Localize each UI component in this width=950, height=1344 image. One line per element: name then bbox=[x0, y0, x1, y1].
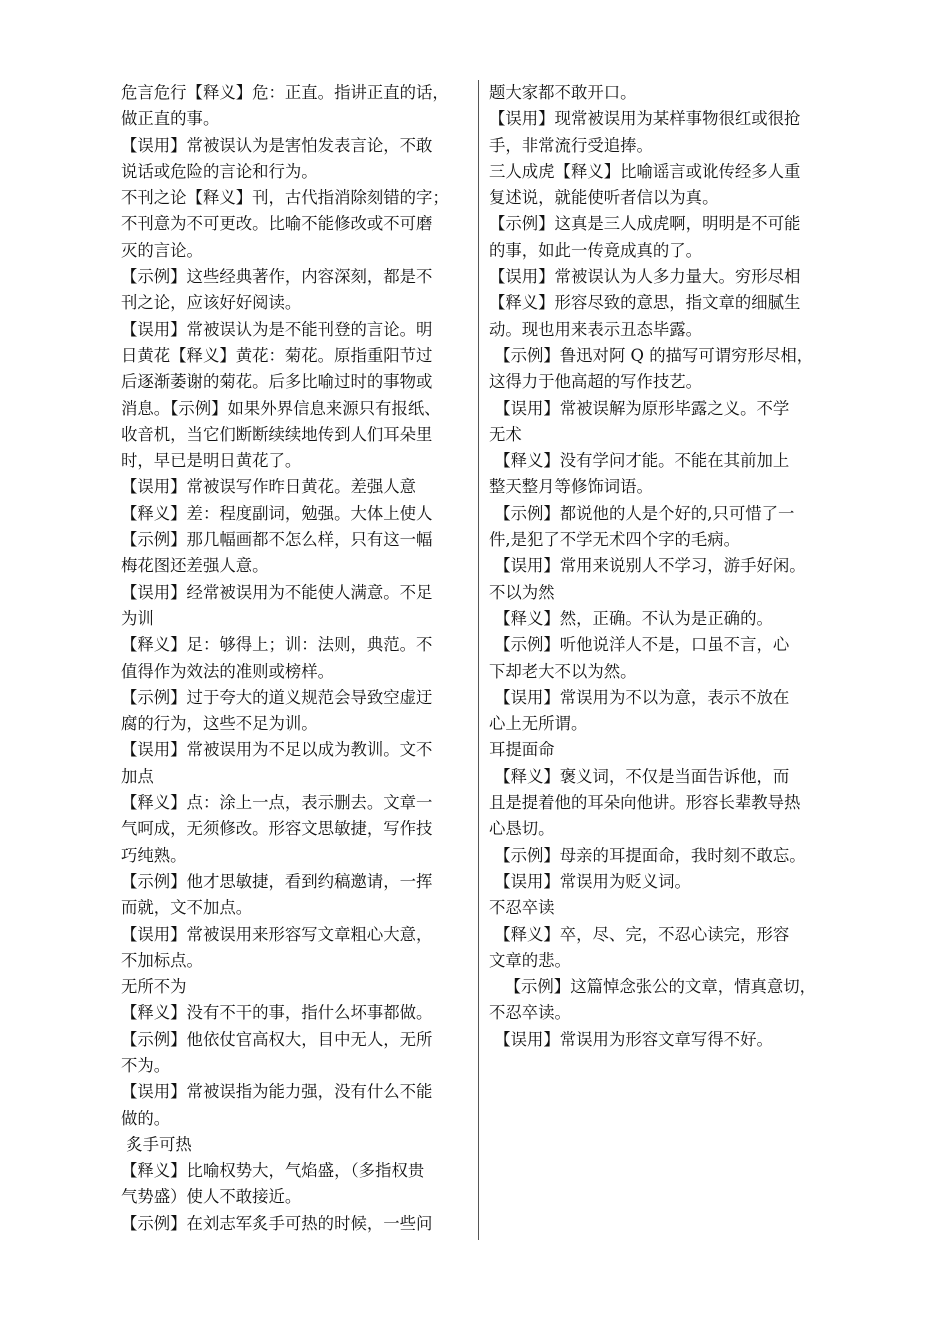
right-text-line: 不忍卒读 bbox=[489, 898, 555, 918]
right-text-line: 不忍卒读。 bbox=[489, 1003, 571, 1023]
left-text-line: 日黄花【释义】黄花：菊花。原指重阳节过 bbox=[121, 345, 433, 365]
left-text-line: 【释义】足：够得上；训：法则，典范。不 bbox=[121, 635, 433, 655]
right-text-line: 【误用】常被误认为人多力量大。穷形尽相 bbox=[489, 267, 801, 287]
left-text-line: 说话或危险的言论和行为。 bbox=[121, 161, 318, 181]
left-text-line: 消息。【示例】如果外界信息来源只有报纸、 bbox=[121, 398, 441, 418]
right-text-line: 不以为然 bbox=[489, 582, 555, 602]
left-text-line: 【示例】那几幅画都不怎么样，只有这一幅 bbox=[121, 530, 433, 550]
left-text-line: 无所不为 bbox=[121, 977, 187, 997]
left-text-line: 【误用】常被误认为是不能刊登的言论。明 bbox=[121, 319, 433, 339]
left-column bbox=[121, 80, 468, 1237]
left-text-line: 【示例】过于夸大的道义规范会导致空虚迂 bbox=[121, 687, 433, 707]
left-text-line: 不刊意为不可更改。比喻不能修改或不可磨 bbox=[121, 214, 433, 234]
left-text-line: 时，早已是明日黄花了。 bbox=[121, 451, 302, 471]
right-text-line: 【释义】形容尽致的意思，指文章的细腻生 bbox=[489, 293, 801, 313]
right-text-line: 这得力于他高超的写作技艺。 bbox=[489, 372, 703, 392]
left-text-line: 为训 bbox=[121, 608, 154, 628]
column-divider bbox=[478, 80, 479, 1240]
right-text-line: 【示例】这篇悼念张公的文章，情真意切， bbox=[489, 977, 817, 997]
left-text-line: 气呵成，无须修改。形容文思敏捷，写作技 bbox=[121, 819, 433, 839]
right-text-line: 【释义】然，正确。不认为是正确的。 bbox=[489, 608, 773, 628]
left-text-line: 【释义】点：涂上一点，表示删去。文章一 bbox=[121, 793, 433, 813]
right-text-line: 【示例】听他说洋人不是，口虽不言，心 bbox=[489, 635, 790, 655]
left-text-line: 做正直的事。 bbox=[121, 109, 220, 129]
right-text-line: 且是提着他的耳朵向他讲。形容长辈教导热 bbox=[489, 793, 801, 813]
right-text-line: 手，非常流行受追捧。 bbox=[489, 135, 653, 155]
right-text-line: 【示例】鲁迅对阿 Q 的描写可谓穷形尽相， bbox=[489, 345, 814, 365]
left-text-line: 气势盛）使人不敢接近。 bbox=[121, 1187, 302, 1207]
right-column bbox=[489, 80, 841, 1053]
right-text-line: 【释义】褒义词，不仅是当面告诉他，而 bbox=[489, 766, 790, 786]
left-text-line: 做的。 bbox=[121, 1108, 171, 1128]
right-text-line: 【误用】常误用为不以为意，表示不放在 bbox=[489, 687, 790, 707]
left-text-line: 【示例】他才思敏捷，看到约稿邀请，一挥 bbox=[121, 871, 433, 891]
left-text-line: 【误用】常被误用为不足以成为教训。文不 bbox=[121, 740, 433, 760]
left-text-line: 【示例】他依仗官高权大，目中无人，无所 bbox=[121, 1029, 433, 1049]
left-text-line: 【示例】在刘志军炙手可热的时候，一些问 bbox=[121, 1213, 433, 1233]
right-text-line: 整天整月等修饰词语。 bbox=[489, 477, 653, 497]
right-text-line: 复述说，就能使听者信以为真。 bbox=[489, 188, 719, 208]
right-text-line: 下却老大不以为然。 bbox=[489, 661, 637, 681]
left-text-line: 【误用】常被误用来形容写文章粗心大意， bbox=[121, 924, 433, 944]
right-text-line: 题大家都不敢开口。 bbox=[489, 83, 637, 102]
left-text-line: 不加标点。 bbox=[121, 950, 203, 970]
left-text-line: 【释义】没有不干的事，指什么坏事都做。 bbox=[121, 1003, 433, 1023]
right-text-line: 【误用】现常被误用为某样事物很红或很抢 bbox=[489, 109, 801, 129]
left-text-line: 灭的言论。 bbox=[121, 240, 203, 260]
right-text-line: 耳提面命 bbox=[489, 740, 555, 760]
right-text-line: 的事，如此一传竟成真的了。 bbox=[489, 240, 703, 260]
right-text-line: 无术 bbox=[489, 424, 522, 444]
right-text-line: 心上无所谓。 bbox=[489, 714, 588, 734]
left-text-line: 梅花图还差强人意。 bbox=[121, 556, 269, 576]
left-text-line: 【误用】经常被误用为不能使人满意。不足 bbox=[121, 582, 433, 602]
right-text-line: 【误用】常用来说别人不学习，游手好闲。 bbox=[489, 556, 806, 576]
right-text-line: 动。现也用来表示丑态毕露。 bbox=[489, 319, 703, 339]
left-text-line: 后逐渐萎谢的菊花。后多比喻过时的事物或 bbox=[121, 372, 433, 392]
left-text-line: 不刊之论【释义】刊，古代指消除刻错的字； bbox=[121, 188, 449, 208]
right-text-line: 【释义】卒，尽、完，不忍心读完，形容 bbox=[489, 924, 790, 944]
right-text-line: 心恳切。 bbox=[489, 819, 555, 839]
right-text-line: 件,是犯了不学无术四个字的毛病。 bbox=[489, 530, 741, 550]
right-text-line: 【误用】常误用为贬义词。 bbox=[489, 871, 691, 891]
right-text-line: 三人成虎【释义】比喻谣言或讹传经多人重 bbox=[489, 161, 801, 181]
left-text-line: 【误用】常被误认为是害怕发表言论，不敢 bbox=[121, 135, 433, 155]
right-text-line: 【示例】都说他的人是个好的,只可惜了一 bbox=[489, 503, 795, 523]
left-text-line: 腐的行为，这些不足为训。 bbox=[121, 714, 318, 734]
left-text-line: 而就，文不加点。 bbox=[121, 898, 253, 918]
left-text-line: 【释义】比喻权势大，气焰盛，（多指权贵 bbox=[121, 1161, 425, 1181]
left-text-line: 值得作为效法的准则或榜样。 bbox=[121, 661, 335, 681]
left-text-line: 巧纯熟。 bbox=[121, 845, 187, 865]
left-text-line: 【误用】常被误写作昨日黄花。差强人意 bbox=[121, 477, 417, 497]
left-text-line: 【误用】常被误指为能力强，没有什么不能 bbox=[121, 1082, 433, 1102]
left-text-line: 刊之论，应该好好阅读。 bbox=[121, 293, 302, 313]
left-text-line: 收音机，当它们断断续续地传到人们耳朵里 bbox=[121, 424, 433, 444]
left-text-line: 加点 bbox=[121, 766, 154, 786]
left-text-line: 危言危行【释义】危：正直。指讲正直的话， bbox=[121, 83, 449, 102]
right-text-line: 【示例】母亲的耳提面命，我时刻不敢忘。 bbox=[489, 845, 806, 865]
left-text-line: 【示例】这些经典著作，内容深刻，都是不 bbox=[121, 267, 433, 287]
right-text-line: 【误用】常被误解为原形毕露之义。不学 bbox=[489, 398, 790, 418]
left-text-line: 炙手可热 bbox=[121, 1134, 192, 1154]
right-text-line: 【示例】这真是三人成虎啊，明明是不可能 bbox=[489, 214, 801, 234]
right-text-line: 【释义】没有学问才能。不能在其前加上 bbox=[489, 451, 790, 471]
left-text-line: 【释义】差：程度副词，勉强。大体上使人 bbox=[121, 503, 433, 523]
left-text-line: 不为。 bbox=[121, 1055, 171, 1075]
right-text-line: 【误用】常误用为形容文章写得不好。 bbox=[489, 1029, 773, 1049]
right-text-line: 文章的悲。 bbox=[489, 950, 571, 970]
